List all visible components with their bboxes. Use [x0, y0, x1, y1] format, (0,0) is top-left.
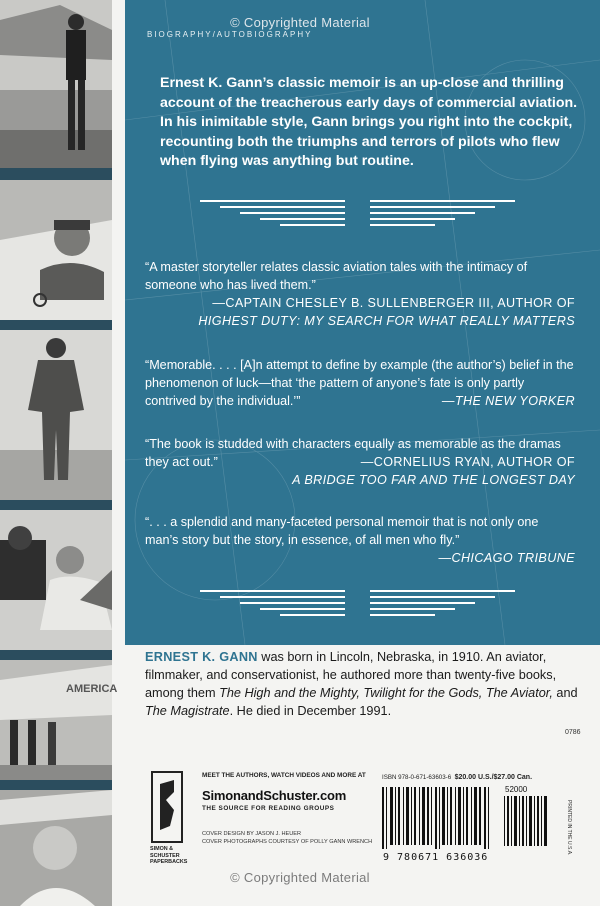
publisher-logo-icon — [150, 770, 195, 844]
quote-attribution: —CHICAGO TRIBUNE — [438, 551, 575, 565]
svg-text:AMERICA: AMERICA — [66, 683, 118, 695]
barcode-icon — [380, 782, 560, 852]
quote-attribution: —CAPTAIN CHESLEY B. SULLENBERGER III, AUTHOR OF — [212, 296, 575, 310]
quote-text: “Memorable. . . . [A]n attempt to define by example (the author’s) belief in the phenomenon of luck—that ‘the pattern of anyone’s fate is only partly contrived by the individual.’” — [145, 358, 574, 408]
photo-pilot-flight-suit — [0, 330, 112, 500]
publisher-url: SimonandSchuster.com — [202, 788, 347, 803]
photo-airliner-crew — [0, 660, 118, 780]
photo-pilot-camera — [0, 510, 112, 650]
publisher-tagline: THE SOURCE FOR READING GROUPS — [202, 805, 335, 812]
quote-attribution: —CORNELIUS RYAN, AUTHOR OF — [360, 455, 575, 469]
review-quote — [145, 258, 575, 330]
review-quote — [145, 356, 575, 410]
review-quote — [145, 513, 575, 567]
quote-attribution-title: HIGHEST DUTY: MY SEARCH FOR WHAT REALLY MATTERS — [198, 314, 575, 328]
quote-text: “The book is studded with characters equally as memorable as the dramas they act out.” — [145, 437, 561, 469]
isbn-line — [382, 774, 532, 781]
author-bio: ERNEST K. GANN was born in Lincoln, Nebraska, in 1910. An aviator, filmmaker, and conservationist, he authored more than twenty-five books, among them The High and the Mighty, Twilight for the Gods, The Aviator, and The Magistrate. He died in December 1991. — [145, 650, 578, 718]
author-name: ERNEST K. GANN — [145, 650, 258, 664]
printed-in-label: PRINTED IN THE U.S.A. — [566, 800, 572, 856]
book-blurb: Ernest K. Gann’s classic memoir is an up-close and thrilling account of the treacherous early days of commercial aviation. In his inimitable style, Gann brings you right into the cockpit, recounting both the triumphs and terrors of pilots who flew when flying was anything but routine. — [160, 75, 578, 169]
price-code: 52000 — [505, 785, 528, 794]
publisher-headline: MEET THE AUTHORS, WATCH VIDEOS AND MORE AT — [202, 772, 366, 779]
barcode-number: 9 780671 636036 — [383, 852, 489, 863]
photo-pilot-portrait — [0, 790, 112, 906]
credit-photos: COVER PHOTOGRAPHS COURTESY OF POLLY GANN WRENCH — [202, 839, 373, 845]
quote-text: “A master storyteller relates classic aviation tales with the intimacy of someone who has lived them.” — [145, 260, 528, 292]
imprint-name: SIMON & SCHUSTER PAPERBACKS — [150, 846, 188, 865]
review-quote — [145, 435, 575, 489]
quote-attribution: —THE NEW YORKER — [441, 394, 575, 408]
credit-design: COVER DESIGN BY JASON J. HEUER — [202, 831, 302, 837]
photo-pilot-goggles — [0, 180, 112, 320]
copyright-watermark: © Copyrighted Material — [230, 870, 370, 885]
catalog-code: 0786 — [565, 729, 581, 736]
photo-strip — [0, 0, 118, 906]
isbn-number: ISBN 978-0-671-63603-6 — [382, 774, 452, 781]
quote-attribution-title: A BRIDGE TOO FAR AND THE LONGEST DAY — [292, 473, 575, 487]
quote-text: “. . . a splendid and many-faceted personal memoir that is not only one man’s story but the story, in essence, of all men who fly.” — [145, 515, 539, 547]
copyright-watermark: © Copyrighted Material — [230, 15, 370, 30]
price-label: $20.00 U.S./$27.00 Can. — [454, 774, 533, 781]
genre-label: BIOGRAPHY/AUTOBIOGRAPHY — [147, 30, 313, 39]
cover-credits — [202, 830, 372, 846]
